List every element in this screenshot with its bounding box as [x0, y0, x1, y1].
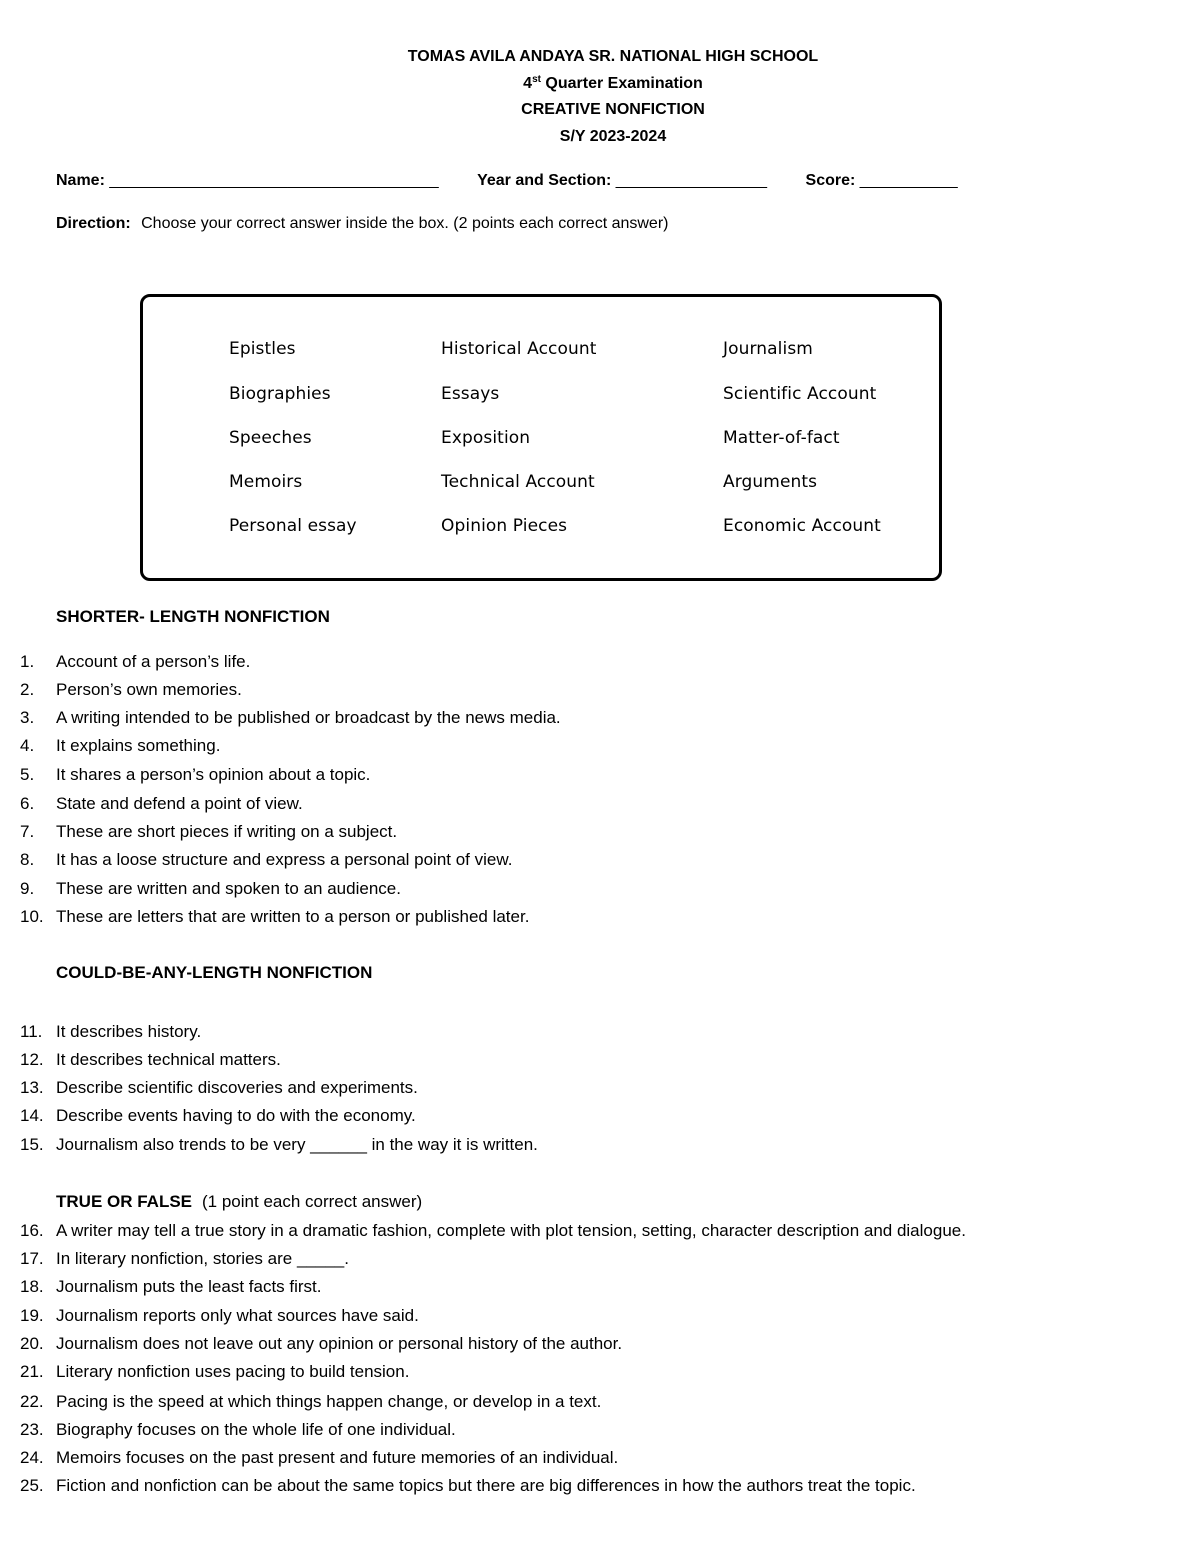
- choice-item: Memoirs: [229, 472, 303, 492]
- school-year: S/Y 2023-2024: [559, 127, 667, 145]
- question-number: 25.: [20, 1476, 44, 1495]
- choice-item: Economic Account: [723, 516, 881, 536]
- question-text: State and defend a point of view.: [56, 794, 303, 813]
- question-number: 9.: [20, 879, 35, 898]
- section-title-true-false: [56, 1192, 422, 1212]
- question-item: [20, 1448, 619, 1468]
- question-text: Literary nonfiction uses pacing to build tension.: [56, 1362, 410, 1381]
- question-number: 20.: [20, 1334, 44, 1353]
- section-field[interactable]: _________________: [615, 172, 768, 189]
- question-text: These are written and spoken to an audience.: [56, 879, 401, 898]
- question-number: 4.: [20, 736, 35, 755]
- question-number: 19.: [20, 1306, 44, 1325]
- question-number: 8.: [20, 850, 35, 869]
- question-text: Journalism also trends to be very ______ in the way it is written.: [56, 1135, 538, 1154]
- question-item: [20, 1050, 281, 1070]
- question-number: 15.: [20, 1135, 44, 1154]
- question-item: [20, 652, 251, 672]
- choice-item: Essays: [441, 384, 500, 404]
- choice-item: Matter-of-fact: [723, 428, 840, 448]
- question-item: [20, 1392, 602, 1412]
- question-text: Person’s own memories.: [56, 680, 242, 699]
- question-number: 21.: [20, 1362, 44, 1381]
- question-number: 23.: [20, 1420, 44, 1439]
- question-item: [20, 879, 401, 899]
- question-text: It shares a person’s opinion about a topic.: [56, 765, 371, 784]
- question-text: Memoirs focuses on the past present and future memories of an individual.: [56, 1448, 619, 1467]
- section-label: Year and Section:: [477, 172, 612, 189]
- question-item: [20, 1221, 966, 1241]
- answer-choices-box: [140, 294, 942, 581]
- question-text: Pacing is the speed at which things happen change, or develop in a text.: [56, 1392, 602, 1411]
- question-number: 17.: [20, 1249, 44, 1268]
- subject-title: CREATIVE NONFICTION: [521, 101, 705, 118]
- question-text: A writer may tell a true story in a dramatic fashion, complete with plot tension, setting, character description and dialogue.: [56, 1221, 966, 1240]
- question-item: [20, 1078, 418, 1098]
- choice-item: Arguments: [723, 472, 818, 492]
- question-text: It describes technical matters.: [56, 1050, 281, 1069]
- question-number: 3.: [20, 708, 35, 727]
- question-text: Account of a person’s life.: [56, 652, 251, 671]
- exam-header: [0, 44, 1200, 150]
- question-number: 5.: [20, 765, 35, 784]
- section-title-shorter: SHORTER- LENGTH NONFICTION: [56, 607, 330, 626]
- direction-line: [56, 215, 668, 233]
- question-text: It has a loose structure and express a personal point of view.: [56, 850, 513, 869]
- name-label: Name:: [56, 172, 105, 189]
- choice-item: Journalism: [723, 339, 813, 359]
- question-number: 2.: [20, 680, 35, 699]
- quarter-title: [0, 71, 1200, 98]
- true-false-title: TRUE OR FALSE: [56, 1192, 193, 1211]
- question-item: [20, 1249, 349, 1269]
- choice-item: Exposition: [441, 428, 531, 448]
- quarter-number: 4: [523, 74, 533, 92]
- question-number: 13.: [20, 1078, 44, 1097]
- choice-item: Opinion Pieces: [441, 516, 568, 536]
- question-number: 18.: [20, 1277, 44, 1296]
- choice-item: Scientific Account: [723, 384, 877, 404]
- choice-item: Technical Account: [441, 472, 595, 492]
- quarter-ordinal: st: [532, 73, 541, 85]
- question-text: Journalism reports only what sources have said.: [56, 1306, 419, 1325]
- question-item: [20, 1277, 322, 1297]
- true-false-note: (1 point each correct answer): [202, 1192, 423, 1211]
- question-item: [20, 680, 242, 700]
- quarter-label: Quarter Examination: [540, 74, 703, 92]
- question-item: [20, 907, 530, 927]
- choice-item: Biographies: [229, 384, 331, 404]
- direction-label: Direction:: [56, 215, 131, 232]
- question-item: [20, 1135, 538, 1155]
- student-info-row: [56, 172, 958, 190]
- question-number: 6.: [20, 794, 35, 813]
- question-text: It describes history.: [56, 1022, 202, 1041]
- question-item: [20, 708, 561, 728]
- question-number: 22.: [20, 1392, 44, 1411]
- question-number: 11.: [20, 1022, 43, 1041]
- question-item: [20, 1106, 416, 1126]
- question-number: 7.: [20, 822, 35, 841]
- question-text: Journalism puts the least facts first.: [56, 1277, 322, 1296]
- choice-item: Epistles: [229, 339, 296, 359]
- question-text: Describe scientific discoveries and experiments.: [56, 1078, 418, 1097]
- question-number: 12.: [20, 1050, 44, 1069]
- question-text: A writing intended to be published or broadcast by the news media.: [56, 708, 561, 727]
- question-text: Journalism does not leave out any opinion or personal history of the author.: [56, 1334, 623, 1353]
- question-text: It explains something.: [56, 736, 221, 755]
- question-text: These are short pieces if writing on a subject.: [56, 822, 398, 841]
- score-field[interactable]: ___________: [859, 172, 958, 189]
- question-number: 1.: [20, 652, 35, 671]
- school-name: TOMAS AVILA ANDAYA SR. NATIONAL HIGH SCHOOL: [407, 48, 819, 65]
- question-item: [20, 1306, 419, 1326]
- question-item: [20, 1362, 410, 1382]
- name-field[interactable]: _____________________________________: [109, 172, 439, 189]
- section-title-any-length: COULD-BE-ANY-LENGTH NONFICTION: [56, 963, 373, 982]
- score-label: Score:: [805, 172, 856, 189]
- question-text: Fiction and nonfiction can be about the same topics but there are big differences in how the authors treat the topic.: [56, 1476, 916, 1495]
- question-number: 14.: [20, 1106, 44, 1125]
- choice-item: Personal essay: [229, 516, 357, 536]
- question-number: 16.: [20, 1221, 44, 1240]
- question-item: [20, 1334, 623, 1354]
- question-item: [20, 765, 371, 785]
- question-item: [20, 850, 513, 870]
- question-text: Describe events having to do with the economy.: [56, 1106, 416, 1125]
- question-text: Biography focuses on the whole life of one individual.: [56, 1420, 456, 1439]
- choice-item: Speeches: [229, 428, 312, 448]
- question-item: [20, 794, 303, 814]
- question-item: [20, 1476, 916, 1496]
- direction-text: Choose your correct answer inside the box. (2 points each correct answer): [141, 215, 669, 232]
- question-item: [20, 822, 398, 842]
- choice-item: Historical Account: [441, 339, 597, 359]
- question-number: 24.: [20, 1448, 44, 1467]
- question-item: [20, 736, 221, 756]
- question-text: These are letters that are written to a person or published later.: [56, 907, 530, 926]
- question-number: 10.: [20, 907, 44, 926]
- question-text: In literary nonfiction, stories are _____.: [56, 1249, 349, 1268]
- question-item: [20, 1420, 456, 1440]
- question-item: [20, 1022, 202, 1042]
